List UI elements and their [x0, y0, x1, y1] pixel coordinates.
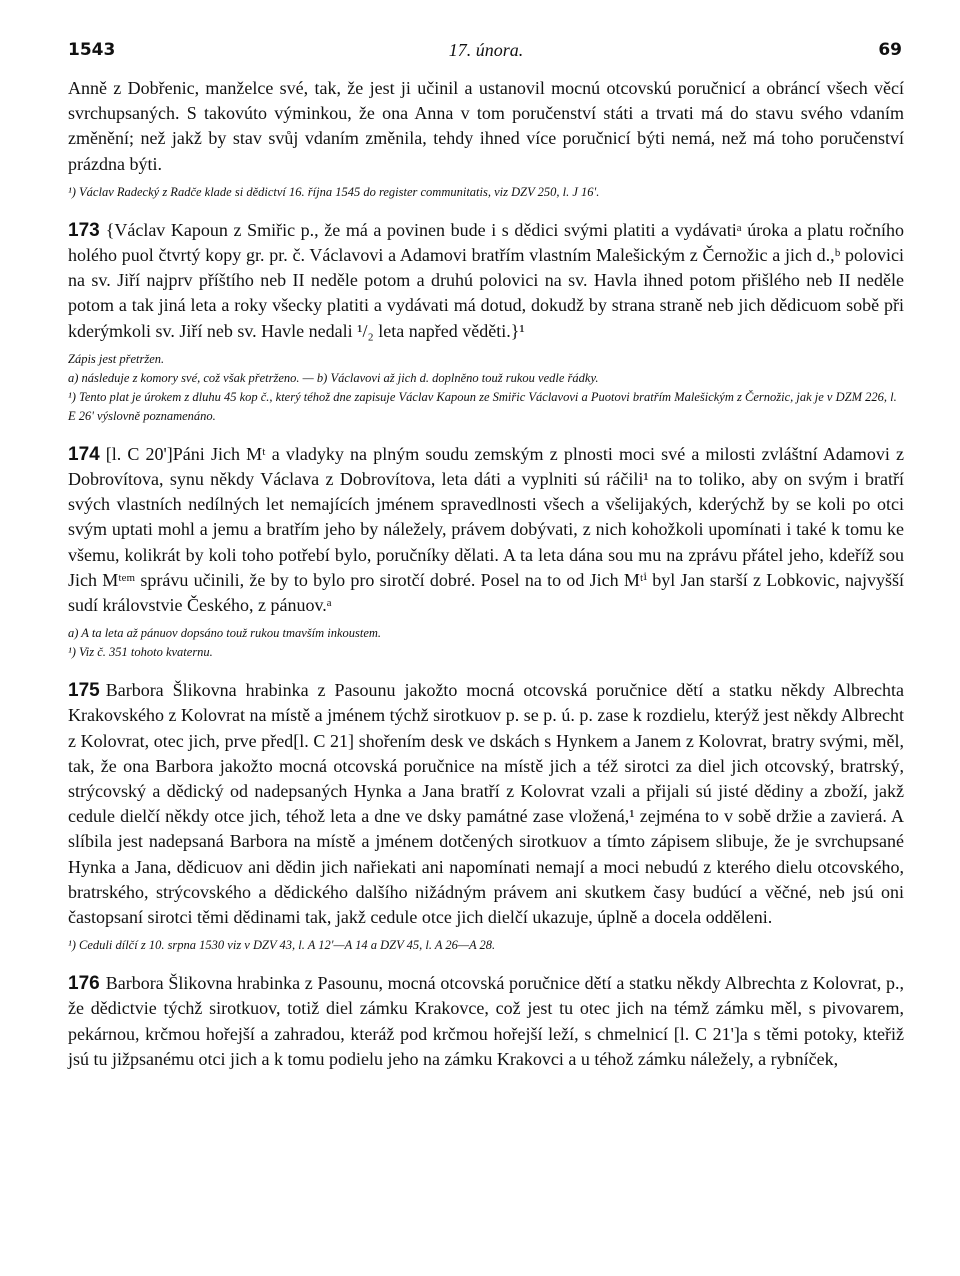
entry-footnote: ¹) Ceduli dílčí z 10. srpna 1530 viz v DZV 43, l. A 12'—A 14 a DZV 45, l. A 26—A 28. — [68, 938, 496, 953]
entry-paragraph — [68, 971, 904, 1072]
entry-number: 174 — [68, 443, 100, 465]
entry-number: 173 — [68, 219, 100, 241]
entry-note: Zápis jest přetržen. — [68, 351, 165, 366]
entry-text: Barbora Šlikovna hrabinka z Pasounu, mocná otcovská poručnice dětí a statku někdy Albrechta z Kolovrat, p., že dědictvie týchž sirotkuov, totiž diel zámku Krakovce, což jest tu otec jich na témž zámku měl, s pivovarem, pekárnou, krčmou hořejší a zahradou, kteráž pod krčmou hořejší leží, s chmelnicí [l. C 21']a s těmi potoky, kteřiž jsú tu jižpsanému otci jich a k tomu podielu jeho na zámku Krakovci a u téhož zámku náležely, a rybníček, — [68, 973, 904, 1069]
document-page — [68, 40, 904, 1072]
page-header — [68, 40, 904, 76]
entry-text: Barbora Šlikovna hrabinka z Pasounu jakožto mocná otcovská poručnice dětí a statku někdy Albrechta Krakovského z Kolovrat na místě a jménem týchž sirotkuov p. se p. ú. p. zase k rozdielu, kterýž jest někdy Albrecht z Kolovrat, otec jich, prve před[l. C 21] shořením desk ve dskách s Hynkem a Janem z Kolovrat, bratry svými, měl, tak, že ona Barbora jakožto mocná otcovská poručnice na místě jich a též sirotci za diel jich otcovský, bratrský, strýcovský a dědický od nadepsaných Hynka a Jana bratří z Kolovrat vzali a přijali sú jisté dědiny a zboží, jakž cedule dielčí někdy otce jich, téhož leta a dne ve dsky památné zase vložená,¹ zejména to v sobě držie a zavierá. A slíbila jest nadepsaná Barbora na místě a jménem dotčených sirotkuov a tímto zápisem slibuje, že je svrchupsané Hynka a Jana, dědicuov ani dědin jich nařiekati ani napomínati nemají a moci nebudú z kterého dielu otcovského, bratrského, strýcovského a dědického dalšího nižádným právem ani skutkem časy budúcí a věčné, neb jsú oni častopsaní sirotci těmi dědinami tak, jakž cedule otce jich dielčí ukazuje, úplně a docela odděleni. — [68, 680, 904, 928]
entry-note: a) následuje z komory své, což však přetrženo. — b) Václavovi až jich d. doplněno touž rukou vedle řádky. — [68, 370, 599, 385]
entry-footnote: ¹) Viz č. 351 tohoto kvaternu. — [68, 645, 213, 660]
intro-footnote: ¹) Václav Radecký z Radče klade si dědictví 16. října 1545 do register communitatis, viz DZV 250, l. J 16'. — [68, 184, 600, 199]
header-year: 1543 — [68, 40, 116, 60]
entry-number: 175 — [68, 680, 100, 702]
intro-section — [68, 76, 904, 202]
intro-paragraph: Anně z Dobřenic, manželce své, tak, že jest ji učinil a ustanovil mocnú otcovskú poručnicí a obráncí všech věcí svrchupsaných. S takovúto výminkou, že ona Anna v tom poručenství státi a trvati má do stavu svého vdaním změnění; než jakž by stav svůj vdaním změnila, tehdy ihned více poručnicí býti nemá, než má toho poručenství prázdna býti. — [68, 78, 904, 174]
header-date: 17. února. — [448, 40, 524, 60]
entry-footnote: ¹) Tento plat je úrokem z dluhu 45 kop č., který téhož dne zapisuje Václav Kapoun ze Smiřic Václavovi a Puotovi bratřím Malešickým z Černožic, jak je v DZM 226, l. E 26' výslovně poznamenáno. — [68, 389, 897, 423]
entry-paragraph — [68, 442, 904, 618]
entry-text: {Václav Kapoun z Smiřic p., že má a povinen bude i s dědici svými platiti a vydávatiᵃ úroka a platu ročního holého puol čtvrtý kopy gr. pr. č. Václavovi a Adamovi bratřím vlastním Malešickým z Černožic a jich d.,ᵇ polovici na sv. Jiří najprv příštího neb II neděle potom a druhú polovici na sv. Havla ihned potom přišlého neb II neděle potom a tak jiná leta a roky všecky platiti a vydávati má dotud, dokudž by strana straně neb jich dědicuom sobě při kderýmkoli sv. Jiří neb sv. Havle nedali ¹/₂ leta napřed věděti.}¹ — [68, 219, 904, 341]
page-number: 69 — [878, 40, 902, 60]
entry-text: [l. C 20']Páni Jich Mᵗ a vladyky na plným soudu zemským z plnosti moci své a milosti zvláštní Adamovi z Dobrovítova, synu někdy Václava z Dobrovítova, leta dáti a vyplniti sú ráčili¹ na to toliko, aby on svým i bratří svých vlastních nedílných let nemajících jménem spravedlnosti všech a všelijakých, kderýchž by se koli po otci svým uptati mohl a jemu a bratřím jeho by náležely, právem dobývati, z nich kohožkoli upomínati i také k tomu ke všemu, kolikrát by koli toho potřebí bylo, poručníky dělati. A ta leta dána sou mu na zprávu přátel jeho, kdeříž sou Jich Mᵗᵉᵐ správu učinili, že by to bylo pro sirotčí dobré. Posel na to od Jich Mᵗⁱ byl Jan starší z Lobkovic, najvyšší sudí královstvie Českého, z pánuov.ᵃ — [68, 443, 904, 616]
entry-174 — [68, 442, 904, 662]
entry-paragraph — [68, 678, 904, 930]
entry-176 — [68, 971, 904, 1072]
entry-note: a) A ta leta až pánuov dopsáno touž rukou tmavším inkoustem. — [68, 626, 382, 641]
entry-175 — [68, 678, 904, 955]
entry-number: 176 — [68, 973, 100, 995]
entry-173 — [68, 218, 904, 426]
entry-paragraph — [68, 218, 904, 344]
